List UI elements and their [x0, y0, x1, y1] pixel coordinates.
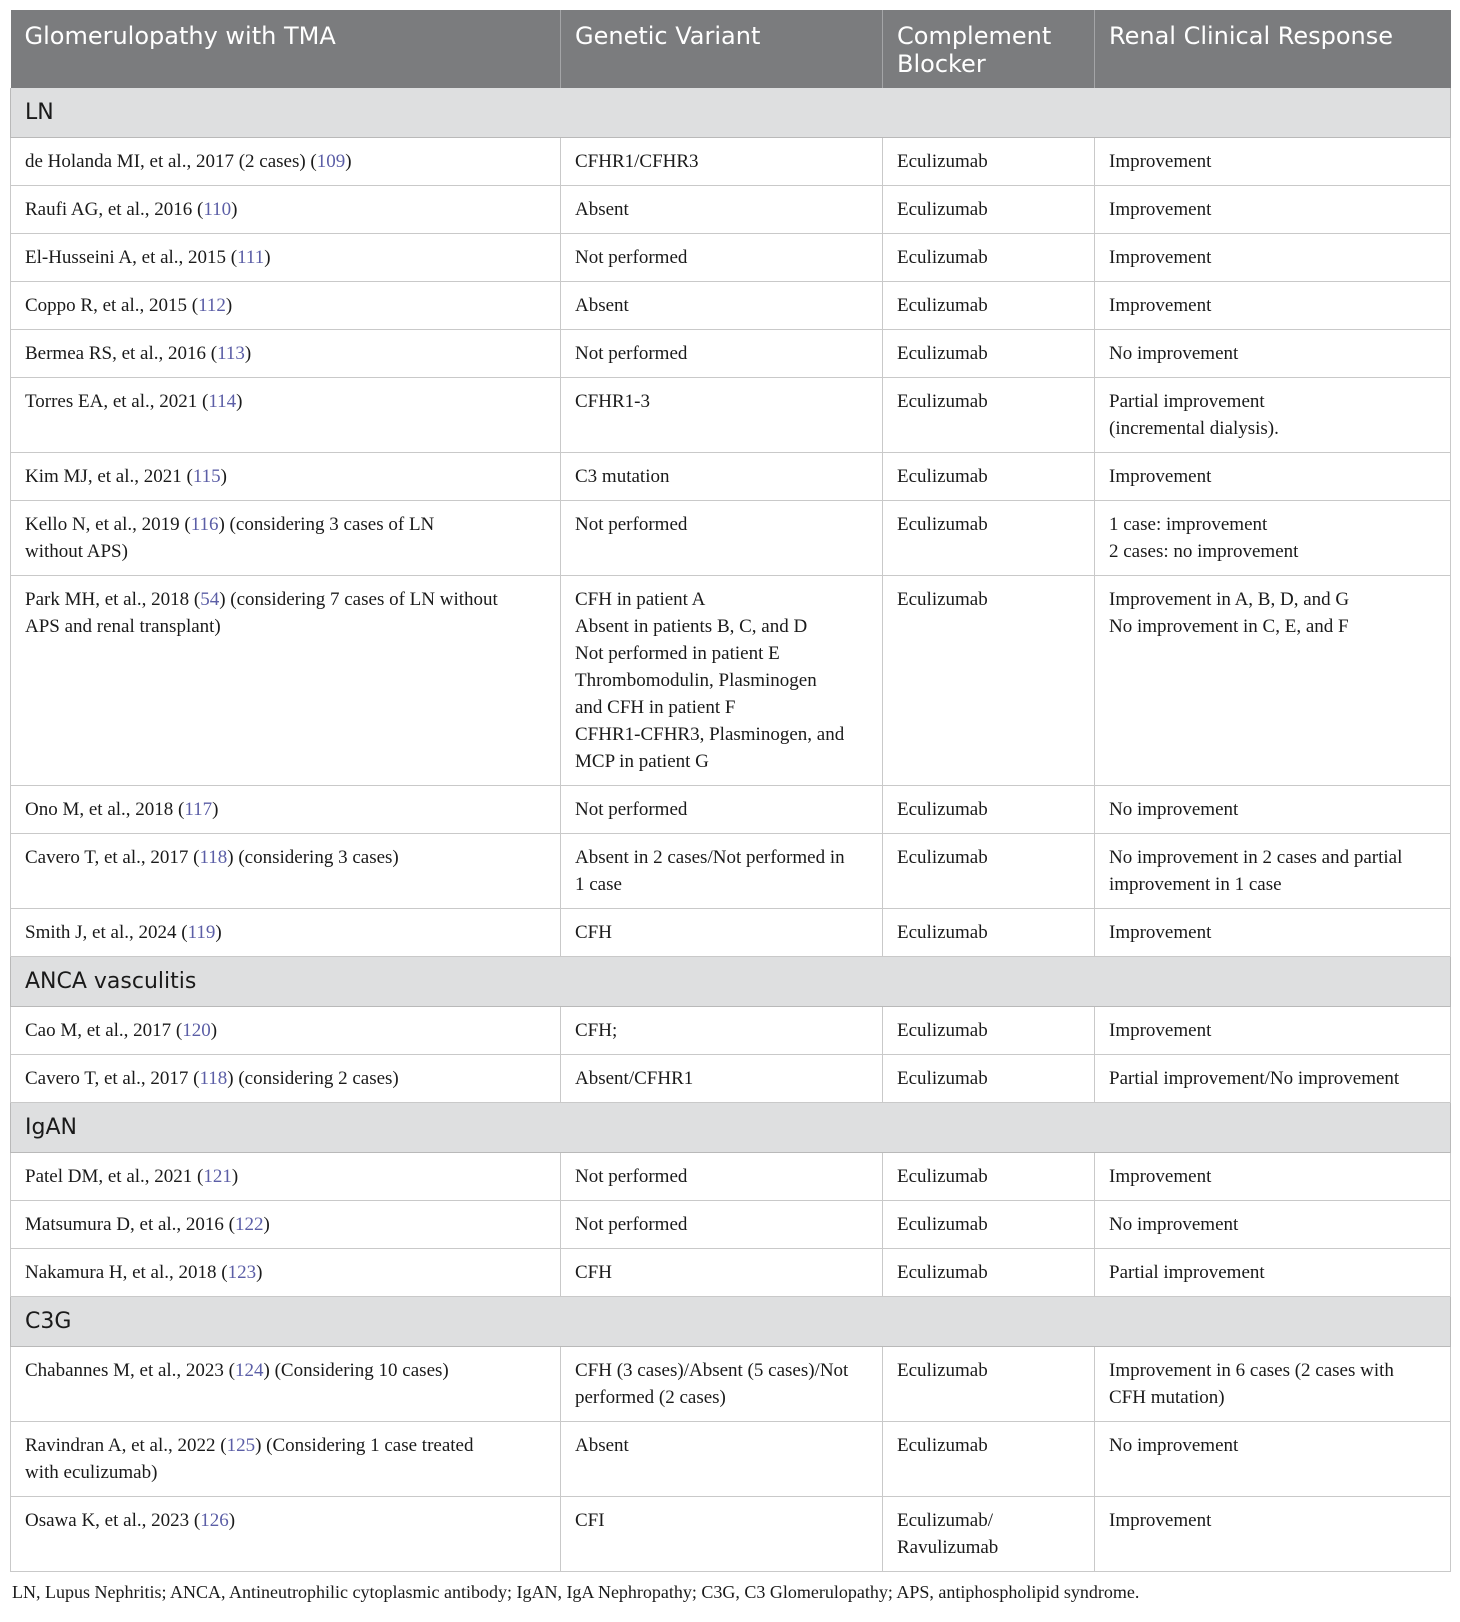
reference-link[interactable]: 112	[198, 295, 226, 316]
reference-link[interactable]: 113	[217, 343, 245, 364]
study-cell	[11, 1249, 561, 1297]
genetic-variant-cell: CFH	[561, 1249, 883, 1297]
complement-blocker-cell: Eculizumab	[883, 909, 1095, 957]
reference-link[interactable]: 124	[235, 1360, 264, 1381]
study-text: Cavero T, et al., 2017 (	[25, 1068, 200, 1089]
renal-response-cell: Improvement	[1095, 453, 1451, 501]
table-row	[11, 1201, 1451, 1249]
study-text-suffix: )	[228, 1510, 236, 1531]
genetic-variant-cell: Absent	[561, 186, 883, 234]
genetic-variant-cell: CFH;	[561, 1007, 883, 1055]
study-cell	[11, 186, 561, 234]
table-row	[11, 834, 1451, 909]
study-text: Osawa K, et al., 2023 (	[25, 1510, 201, 1531]
renal-response-cell: Improvement	[1095, 282, 1451, 330]
genetic-variant-cell: CFH	[561, 909, 883, 957]
study-cell	[11, 1422, 561, 1497]
renal-response-cell: No improvement	[1095, 1201, 1451, 1249]
study-text-suffix: )	[345, 151, 352, 172]
table-row	[11, 1153, 1451, 1201]
header-glomerulopathy: Glomerulopathy with TMA	[11, 10, 561, 88]
table-row	[11, 1055, 1451, 1103]
genetic-variant-cell: CFHR1-3	[561, 378, 883, 453]
study-text: Chabannes M, et al., 2023 (	[25, 1360, 236, 1381]
complement-blocker-cell: Eculizumab	[883, 282, 1095, 330]
table-row	[11, 786, 1451, 834]
study-text-suffix: ) (Considering 1 case treated with eculizumab)	[25, 1435, 474, 1483]
renal-response-cell: Improvement	[1095, 234, 1451, 282]
study-cell	[11, 453, 561, 501]
study-text: Patel DM, et al., 2021 (	[25, 1166, 204, 1187]
renal-response-cell: Improvement	[1095, 909, 1451, 957]
complement-blocker-cell: Eculizumab	[883, 576, 1095, 786]
study-text: Cavero T, et al., 2017 (	[25, 847, 200, 868]
study-text-suffix: )	[244, 343, 252, 364]
reference-link[interactable]: 116	[190, 514, 219, 535]
reference-link[interactable]: 121	[203, 1166, 232, 1187]
study-text: de Holanda MI, et al., 2017 (2 cases) (	[25, 151, 317, 172]
study-cell	[11, 378, 561, 453]
complement-blocker-cell: Eculizumab	[883, 1249, 1095, 1297]
reference-link[interactable]: 119	[187, 922, 216, 943]
renal-response-cell: No improvement	[1095, 330, 1451, 378]
reference-link[interactable]: 122	[235, 1214, 264, 1235]
study-text-suffix: )	[231, 199, 238, 220]
section-row	[11, 957, 1451, 1007]
complement-blocker-cell: Eculizumab	[883, 501, 1095, 576]
study-text: El-Husseini A, et al., 2015 (	[25, 247, 238, 268]
complement-blocker-cell: Eculizumab	[883, 834, 1095, 909]
complement-blocker-cell: Eculizumab/ Ravulizumab	[883, 1497, 1095, 1572]
renal-response-cell: Partial improvement (incremental dialysis).	[1095, 378, 1451, 453]
genetic-variant-cell: Absent	[561, 1422, 883, 1497]
header-genetic-variant: Genetic Variant	[561, 10, 883, 88]
genetic-variant-cell: CFH (3 cases)/Absent (5 cases)/Not performed (2 cases)	[561, 1347, 883, 1422]
section-title: C3G	[11, 1297, 1451, 1347]
genetic-variant-cell: Absent/CFHR1	[561, 1055, 883, 1103]
genetic-variant-cell: Not performed	[561, 330, 883, 378]
study-cell	[11, 909, 561, 957]
renal-response-cell: Improvement in A, B, D, and G No improvement in C, E, and F	[1095, 576, 1451, 786]
table-row	[11, 909, 1451, 957]
section-row	[11, 1297, 1451, 1347]
reference-link[interactable]: 125	[226, 1435, 256, 1456]
table-footnote: LN, Lupus Nephritis; ANCA, Antineutrophilic cytoplasmic antibody; IgAN, IgA Nephropathy; C3G, C3 Glomerulopathy; APS, antiphospholipid syndrome.	[12, 1582, 1140, 1602]
genetic-variant-cell: C3 mutation	[561, 453, 883, 501]
table-row	[11, 1422, 1451, 1497]
genetic-variant-cell: CFI	[561, 1497, 883, 1572]
study-text: Nakamura H, et al., 2018 (	[25, 1262, 228, 1283]
study-text: Cao M, et al., 2017 (	[25, 1020, 183, 1041]
reference-link[interactable]: 120	[182, 1020, 211, 1041]
reference-link[interactable]: 115	[192, 466, 221, 487]
table-row	[11, 576, 1451, 786]
table-row	[11, 234, 1451, 282]
study-text-suffix: )	[210, 1020, 218, 1041]
renal-response-cell: No improvement	[1095, 786, 1451, 834]
study-text-suffix: )	[256, 1262, 263, 1283]
section-row	[11, 88, 1451, 138]
study-cell	[11, 1055, 561, 1103]
renal-response-cell: Partial improvement	[1095, 1249, 1451, 1297]
study-cell	[11, 138, 561, 186]
genetic-variant-cell: Absent in 2 cases/Not performed in 1 case	[561, 834, 883, 909]
study-cell	[11, 234, 561, 282]
genetic-variant-cell: Not performed	[561, 786, 883, 834]
reference-link[interactable]: 117	[184, 799, 213, 820]
complement-blocker-cell: Eculizumab	[883, 1347, 1095, 1422]
study-text: Matsumura D, et al., 2016 (	[25, 1214, 236, 1235]
reference-link[interactable]: 111	[237, 247, 265, 268]
renal-response-cell: Improvement	[1095, 186, 1451, 234]
study-text: Ravindran A, et al., 2022 (	[25, 1435, 227, 1456]
table-row	[11, 186, 1451, 234]
study-text-suffix: ) (considering 3 cases)	[227, 847, 399, 868]
complement-blocker-cell: Eculizumab	[883, 378, 1095, 453]
genetic-variant-cell: Not performed	[561, 1201, 883, 1249]
table-row	[11, 138, 1451, 186]
header-complement-blocker: Complement Blocker	[883, 10, 1095, 88]
genetic-variant-cell: Absent	[561, 282, 883, 330]
complement-blocker-cell: Eculizumab	[883, 786, 1095, 834]
study-text-suffix: )	[220, 466, 227, 487]
complement-blocker-cell: Eculizumab	[883, 330, 1095, 378]
study-cell	[11, 786, 561, 834]
table-row	[11, 378, 1451, 453]
study-cell	[11, 576, 561, 786]
section-row	[11, 1103, 1451, 1153]
table-container	[10, 10, 1450, 1572]
study-cell	[11, 1201, 561, 1249]
reference-link[interactable]: 114	[208, 391, 237, 412]
table-row	[11, 282, 1451, 330]
reference-link[interactable]: 110	[203, 199, 232, 220]
study-text: Torres EA, et al., 2021 (	[25, 391, 209, 412]
reference-link[interactable]: 123	[227, 1262, 257, 1283]
study-text-suffix: )	[264, 247, 271, 268]
reference-link[interactable]: 109	[316, 151, 346, 172]
study-cell	[11, 1007, 561, 1055]
reference-link[interactable]: 126	[200, 1510, 229, 1531]
study-cell	[11, 834, 561, 909]
genetic-variant-cell: Not performed	[561, 501, 883, 576]
complement-blocker-cell: Eculizumab	[883, 1153, 1095, 1201]
renal-response-cell: Improvement	[1095, 138, 1451, 186]
table-row	[11, 1249, 1451, 1297]
study-text-suffix: ) (Considering 10 cases)	[263, 1360, 449, 1381]
study-cell	[11, 1497, 561, 1572]
table-row	[11, 501, 1451, 576]
study-cell	[11, 1153, 561, 1201]
study-cell	[11, 1347, 561, 1422]
renal-response-cell: No improvement in 2 cases and partial improvement in 1 case	[1095, 834, 1451, 909]
table-row	[11, 330, 1451, 378]
renal-response-cell: Improvement	[1095, 1007, 1451, 1055]
section-title: ANCA vasculitis	[11, 957, 1451, 1007]
study-cell	[11, 501, 561, 576]
study-text-suffix: )	[236, 391, 243, 412]
study-text-suffix: )	[215, 922, 222, 943]
study-text: Kim MJ, et al., 2021 (	[25, 466, 193, 487]
renal-response-cell: Improvement	[1095, 1153, 1451, 1201]
genetic-variant-cell: CFH in patient A Absent in patients B, C, and D Not performed in patient E Thrombomodulin, Plasminogen and CFH in patient F CFHR1-CFHR3, Plasminogen, and MCP in patient G	[561, 576, 883, 786]
study-text-suffix: ) (considering 7 cases of LN without APS and renal transplant)	[25, 589, 498, 637]
complement-blocker-cell: Eculizumab	[883, 453, 1095, 501]
reference-link[interactable]: 54	[200, 589, 220, 610]
genetic-variant-cell: CFHR1/CFHR3	[561, 138, 883, 186]
complement-blocker-cell: Eculizumab	[883, 1422, 1095, 1497]
study-text-suffix: )	[263, 1214, 270, 1235]
renal-response-cell: No improvement	[1095, 1422, 1451, 1497]
genetic-variant-cell: Not performed	[561, 234, 883, 282]
study-text: Kello N, et al., 2019 (	[25, 514, 191, 535]
study-text-suffix: )	[231, 1166, 239, 1187]
complement-blocker-cell: Eculizumab	[883, 1201, 1095, 1249]
complement-blocker-cell: Eculizumab	[883, 138, 1095, 186]
renal-response-cell: 1 case: improvement 2 cases: no improvement	[1095, 501, 1451, 576]
header-renal-response: Renal Clinical Response	[1095, 10, 1451, 88]
study-text: Raufi AG, et al., 2016 (	[25, 199, 204, 220]
study-cell	[11, 330, 561, 378]
study-cell	[11, 282, 561, 330]
renal-response-cell: Improvement in 6 cases (2 cases with CFH mutation)	[1095, 1347, 1451, 1422]
header-row	[11, 10, 1451, 88]
study-text: Smith J, et al., 2024 (	[25, 922, 188, 943]
complement-blocker-cell: Eculizumab	[883, 234, 1095, 282]
complement-blocker-cell: Eculizumab	[883, 186, 1095, 234]
table-row	[11, 1007, 1451, 1055]
study-text: Coppo R, et al., 2015 (	[25, 295, 199, 316]
study-text-suffix: ) (considering 2 cases)	[227, 1068, 399, 1089]
table-row	[11, 1347, 1451, 1422]
study-text-suffix: )	[212, 799, 219, 820]
reference-link[interactable]: 118	[199, 847, 228, 868]
section-title: LN	[11, 88, 1451, 138]
study-text: Bermea RS, et al., 2016 (	[25, 343, 218, 364]
complement-blocker-cell: Eculizumab	[883, 1055, 1095, 1103]
study-text: Park MH, et al., 2018 (	[25, 589, 201, 610]
section-title: IgAN	[11, 1103, 1451, 1153]
study-text: Ono M, et al., 2018 (	[25, 799, 185, 820]
study-text-suffix: ) (considering 3 cases of LN without APS)	[25, 514, 435, 562]
renal-response-cell: Partial improvement/No improvement	[1095, 1055, 1451, 1103]
table-row	[11, 1497, 1451, 1572]
genetic-variant-cell: Not performed	[561, 1153, 883, 1201]
data-table	[10, 10, 1451, 1572]
table-row	[11, 453, 1451, 501]
study-text-suffix: )	[225, 295, 233, 316]
renal-response-cell: Improvement	[1095, 1497, 1451, 1572]
reference-link[interactable]: 118	[199, 1068, 228, 1089]
complement-blocker-cell: Eculizumab	[883, 1007, 1095, 1055]
